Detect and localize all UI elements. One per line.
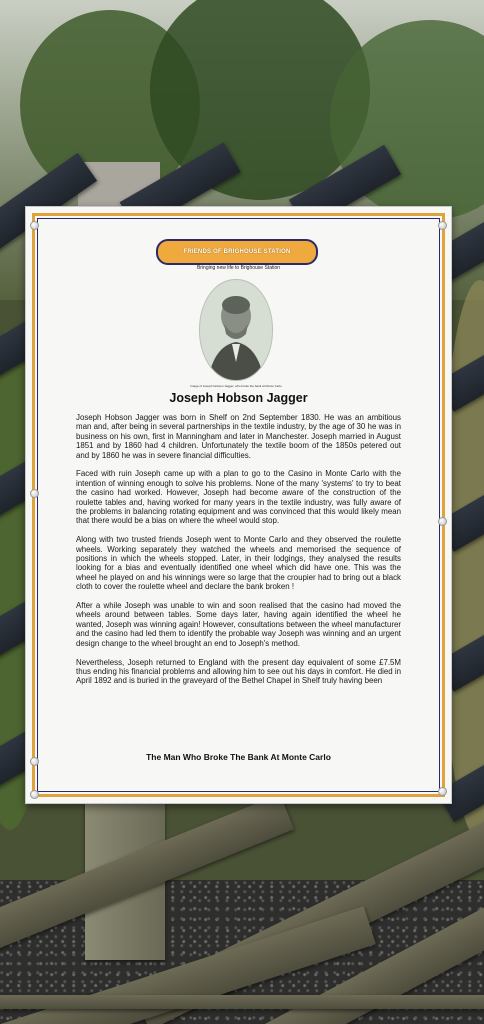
screw-icon (438, 517, 447, 526)
paragraph: Along with two trusted friends Joseph went to Monte Carlo and they observed the roulette wheels. Working separately they watched the wheels and memorised the sequence of positions in which the wheels stopped. Later, in their lodgings, they analysed the results looking for a bias and eventually identified one wheel which did have one. This was the wheel he played on and his winnings were so large that the croupier had to bring out a black cloth to cover the roulette wheel and declare the bank broken ! (76, 535, 401, 592)
closing-line: The Man Who Broke The Bank At Monte Carlo (146, 752, 331, 762)
information-sign (25, 206, 452, 804)
friends-banner (156, 239, 318, 265)
paragraph: After a while Joseph was unable to win and soon realised that the casino had moved the wheels around between tables. Some days later, having again identified the wheel he wanted, Joseph was winning again! However, consultations between the wheel manufacturer and the casino had led them to identify the probable way Joseph was winning and an urgent design change to the wheel brought an end to Joseph's method. (76, 601, 401, 648)
wood-rail (0, 995, 484, 1009)
screw-icon (438, 787, 447, 796)
screw-icon (30, 790, 39, 799)
portrait-photo (197, 279, 273, 383)
tagline: Bringing new life to Brighouse Station (196, 265, 281, 271)
banner-text: FRIENDS OF BRIGHOUSE STATION (183, 249, 291, 255)
paragraph: Faced with ruin Joseph came up with a plan to go to the Casino in Monte Carlo with the intention of winning enough to solve his problems. None of the many 'systems' to try to beat the casino had worked. However, Joseph had become aware of the construction of the roulette tables and, having worked for many years in the textile industry, was fully aware of the problems in balancing rotating equipment and was convinced that this would likely mean that there would be a bias on where the wheel would stop. (76, 469, 401, 526)
sign-body-text (76, 413, 401, 695)
screw-icon (30, 221, 39, 230)
paragraph: Joseph Hobson Jagger was born in Shelf on 2nd September 1830. He was an ambitious man and, after being in several partnerships in the textile industry, by the age of 30 he was in business on his own, first in Manningham and later in Manchester. Joseph married in August 1851 and by 1860 had 4 children. Unfortunately the textile boom of the 1850s petered out and by 1860 he was in severe financial difficulties. (76, 413, 401, 460)
portrait-oval (199, 279, 273, 381)
paragraph: Nevertheless, Joseph returned to England with the present day equivalent of some £7.5M thus ending his financial problems and allowing him to see out his days in comfort. He died in April 1892 and is buried in the graveyard of the Bethel Chapel in Shelf truly having been (76, 657, 401, 686)
photo-caption: Image of Joseph Hobson Jagger, who broke the bank at Monte Carlo (190, 384, 282, 388)
screw-icon (30, 489, 39, 498)
screw-icon (438, 221, 447, 230)
sign-title: Joseph Hobson Jagger (169, 391, 308, 405)
man-portrait-icon (200, 280, 272, 380)
